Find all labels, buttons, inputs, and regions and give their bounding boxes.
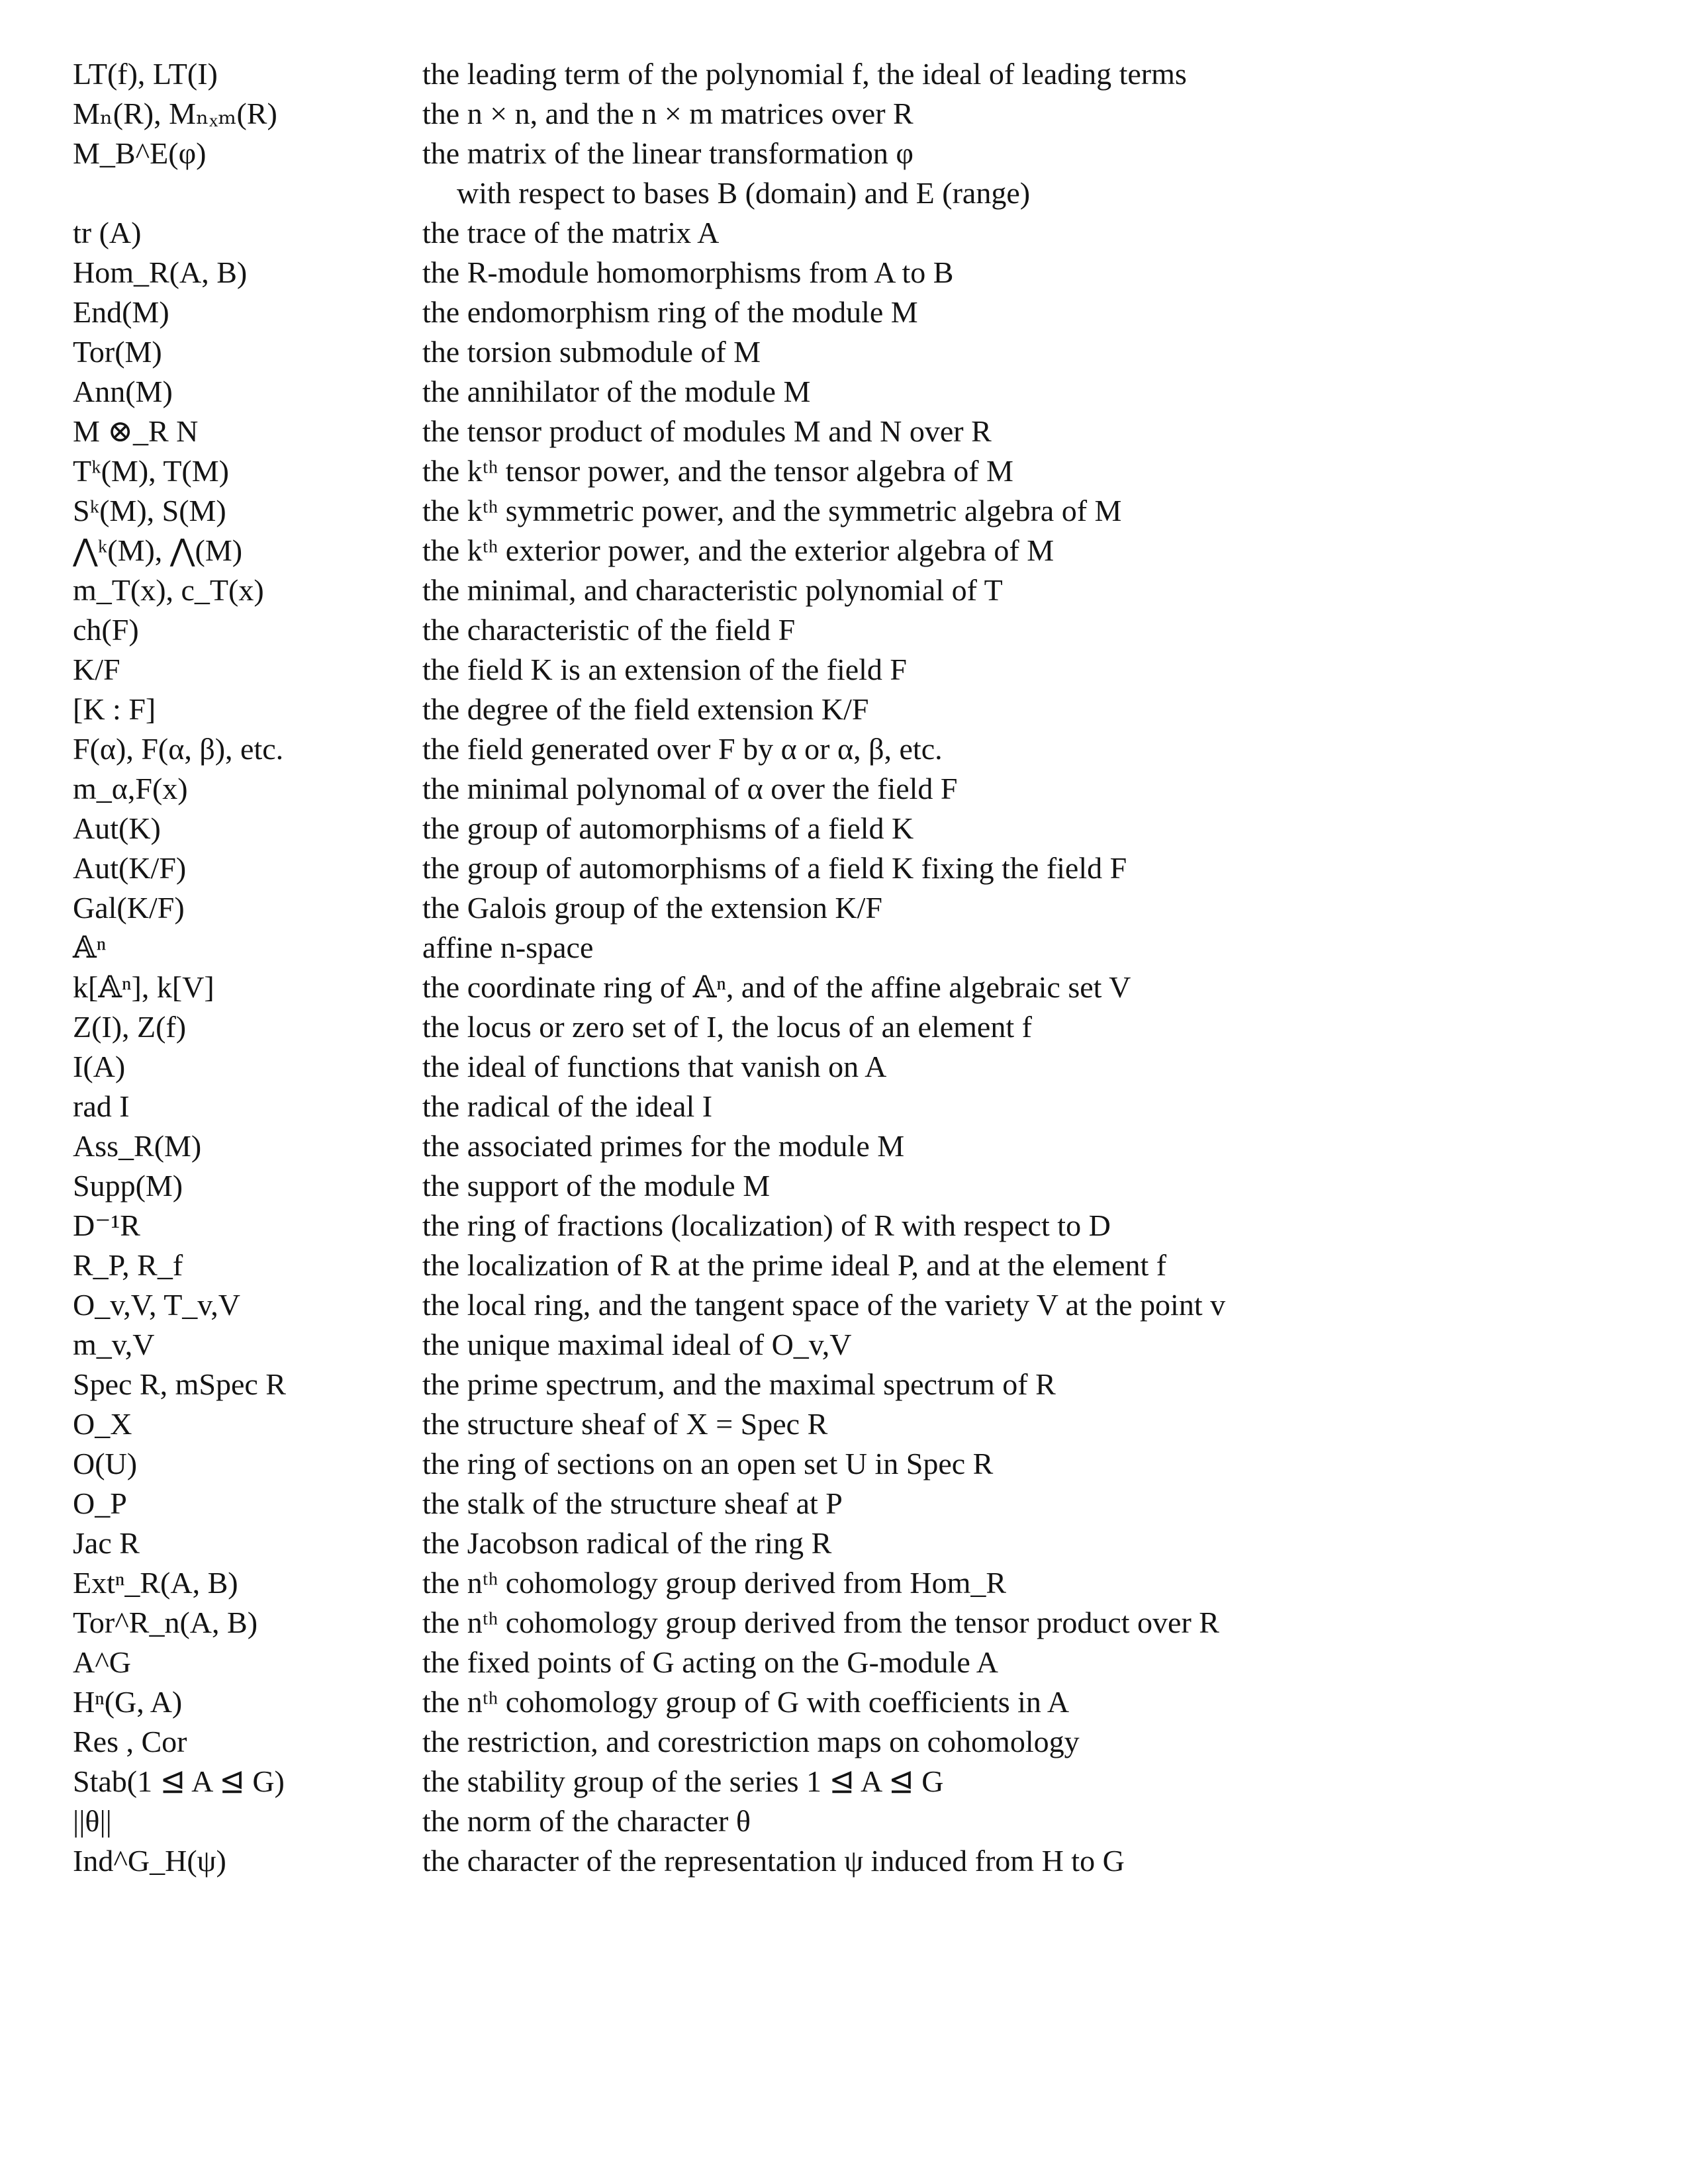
notation-description: the annihilator of the module M bbox=[422, 375, 811, 408]
notation-row bbox=[0, 1762, 1688, 1801]
notation-description: with respect to bases B (domain) and E (range) bbox=[457, 176, 1031, 210]
notation-row bbox=[0, 1087, 1688, 1126]
notation-symbol: End(M) bbox=[73, 295, 169, 329]
notation-symbol: O(U) bbox=[73, 1447, 138, 1480]
notation-symbol: Spec R, mSpec R bbox=[73, 1367, 286, 1401]
notation-symbol: D⁻¹R bbox=[73, 1208, 140, 1242]
notation-description: the kᵗʰ symmetric power, and the symmetric algebra of M bbox=[422, 494, 1122, 527]
notation-description: the leading term of the polynomial f, the ideal of leading terms bbox=[422, 57, 1187, 91]
notation-symbol: [K : F] bbox=[73, 692, 156, 726]
notation-description: the endomorphism ring of the module M bbox=[422, 295, 918, 329]
notation-symbol: Z(I), Z(f) bbox=[73, 1010, 187, 1044]
notation-symbol: Stab(1 ⊴ A ⊴ G) bbox=[73, 1764, 285, 1798]
notation-description: the trace of the matrix A bbox=[422, 216, 720, 250]
notation-symbol: Tor(M) bbox=[73, 335, 162, 369]
notation-description: the ideal of functions that vanish on A bbox=[422, 1050, 887, 1083]
notation-description: the nᵗʰ cohomology group of G with coefficients in A bbox=[422, 1685, 1070, 1719]
notation-description: the associated primes for the module M bbox=[422, 1129, 905, 1163]
notation-row bbox=[0, 1484, 1688, 1524]
notation-row bbox=[0, 332, 1688, 372]
notation-row bbox=[0, 1524, 1688, 1563]
notation-description: the radical of the ideal I bbox=[422, 1089, 713, 1123]
notation-row bbox=[0, 1166, 1688, 1206]
notation-row bbox=[0, 531, 1688, 570]
notation-description: the matrix of the linear transformation φ bbox=[422, 136, 914, 170]
notation-description: the localization of R at the prime ideal P, and at the element f bbox=[422, 1248, 1167, 1282]
notation-row bbox=[0, 491, 1688, 531]
notation-description: the ring of sections on an open set U in Spec R bbox=[422, 1447, 994, 1480]
notation-symbol: ⋀ᵏ(M), ⋀(M) bbox=[73, 533, 243, 567]
notation-row bbox=[0, 372, 1688, 412]
notation-row bbox=[0, 809, 1688, 848]
notation-symbol: O_X bbox=[73, 1407, 132, 1441]
notation-row bbox=[0, 451, 1688, 491]
notation-row bbox=[0, 570, 1688, 610]
notation-description: the nᵗʰ cohomology group derived from the tensor product over R bbox=[422, 1606, 1219, 1639]
notation-description: the fixed points of G acting on the G-module A bbox=[422, 1645, 999, 1679]
notation-symbol: m_v,V bbox=[73, 1328, 155, 1361]
notation-description: the nᵗʰ cohomology group derived from Hom_R bbox=[422, 1566, 1007, 1600]
notation-description: the Galois group of the extension K/F bbox=[422, 891, 883, 925]
notation-row bbox=[0, 94, 1688, 134]
notation-description: the minimal, and characteristic polynomial of T bbox=[422, 573, 1003, 607]
notation-row bbox=[0, 690, 1688, 729]
notation-row bbox=[0, 1126, 1688, 1166]
notation-symbol: I(A) bbox=[73, 1050, 126, 1083]
notation-description: the structure sheaf of X = Spec R bbox=[422, 1407, 828, 1441]
notation-description: the R-module homomorphisms from A to B bbox=[422, 255, 954, 289]
notation-row bbox=[0, 1404, 1688, 1444]
notation-symbol: k[𝔸ⁿ], k[V] bbox=[73, 970, 214, 1004]
notation-row bbox=[0, 1444, 1688, 1484]
notation-row bbox=[0, 610, 1688, 650]
notation-row bbox=[0, 650, 1688, 690]
notation-symbol: ||θ|| bbox=[73, 1804, 112, 1838]
notation-row bbox=[0, 928, 1688, 968]
notation-symbol: A^G bbox=[73, 1645, 132, 1679]
notation-description: the field generated over F by α or α, β, etc. bbox=[422, 732, 943, 766]
notation-description: the character of the representation ψ induced from H to G bbox=[422, 1844, 1125, 1878]
notation-symbol: Hⁿ(G, A) bbox=[73, 1685, 183, 1719]
notation-symbol: Aut(K) bbox=[73, 811, 161, 845]
notation-description: the ring of fractions (localization) of R with respect to D bbox=[422, 1208, 1111, 1242]
notation-row bbox=[0, 1801, 1688, 1841]
notation-description: the local ring, and the tangent space of the variety V at the point v bbox=[422, 1288, 1226, 1322]
notation-symbol: Ass_R(M) bbox=[73, 1129, 202, 1163]
notation-description: the tensor product of modules M and N over R bbox=[422, 414, 992, 448]
notation-description: the support of the module M bbox=[422, 1169, 771, 1203]
notation-symbol: M_B^E(φ) bbox=[73, 136, 207, 170]
notation-description: the kᵗʰ tensor power, and the tensor algebra of M bbox=[422, 454, 1013, 488]
notation-symbol: K/F bbox=[73, 653, 120, 686]
notation-symbol: M ⊗_R N bbox=[73, 414, 199, 448]
notation-description: the unique maximal ideal of O_v,V bbox=[422, 1328, 852, 1361]
notation-description: the group of automorphisms of a field K fixing the field F bbox=[422, 851, 1127, 885]
notation-description: the field K is an extension of the field F bbox=[422, 653, 908, 686]
notation-symbol: Extⁿ_R(A, B) bbox=[73, 1566, 238, 1600]
notation-symbol: LT(f), LT(I) bbox=[73, 57, 218, 91]
notation-row bbox=[0, 1365, 1688, 1404]
notation-row bbox=[0, 848, 1688, 888]
notation-description: the n × n, and the n × m matrices over R bbox=[422, 97, 914, 130]
notation-symbol: Ind^G_H(ψ) bbox=[73, 1844, 226, 1878]
notation-description: the stability group of the series 1 ⊴ A ⊴ G bbox=[422, 1764, 944, 1798]
notation-symbol: m_T(x), c_T(x) bbox=[73, 573, 264, 607]
notation-description: the minimal polynomal of α over the field F bbox=[422, 772, 958, 805]
notation-row bbox=[0, 1841, 1688, 1881]
notation-description: the degree of the field extension K/F bbox=[422, 692, 869, 726]
notation-row bbox=[0, 1047, 1688, 1087]
notation-row bbox=[0, 1285, 1688, 1325]
notation-symbol: ch(F) bbox=[73, 613, 139, 647]
notation-row bbox=[0, 1682, 1688, 1722]
notation-symbol: Res , Cor bbox=[73, 1725, 187, 1758]
notation-symbol: rad I bbox=[73, 1089, 130, 1123]
notation-row bbox=[0, 213, 1688, 253]
notation-row bbox=[0, 253, 1688, 293]
notation-symbol: Tᵏ(M), T(M) bbox=[73, 454, 229, 488]
notation-symbol: Hom_R(A, B) bbox=[73, 255, 248, 289]
notation-row bbox=[0, 412, 1688, 451]
notation-description: the stalk of the structure sheaf at P bbox=[422, 1486, 843, 1520]
notation-symbol: Mₙ(R), Mₙₓₘ(R) bbox=[73, 97, 277, 130]
notation-row bbox=[0, 293, 1688, 332]
notation-row bbox=[0, 1325, 1688, 1365]
notation-description: the torsion submodule of M bbox=[422, 335, 761, 369]
notation-symbol: O_v,V, T_v,V bbox=[73, 1288, 241, 1322]
notation-row bbox=[0, 1722, 1688, 1762]
notation-row bbox=[0, 729, 1688, 769]
notation-description: the kᵗʰ exterior power, and the exterior algebra of M bbox=[422, 533, 1055, 567]
notation-row bbox=[0, 1206, 1688, 1246]
notation-description: the restriction, and corestriction maps on cohomology bbox=[422, 1725, 1080, 1758]
notation-row bbox=[0, 769, 1688, 809]
notation-row bbox=[0, 968, 1688, 1007]
notation-description: the locus or zero set of I, the locus of an element f bbox=[422, 1010, 1032, 1044]
notation-symbol: Supp(M) bbox=[73, 1169, 183, 1203]
notation-description: the norm of the character θ bbox=[422, 1804, 751, 1838]
notation-symbol: F(α), F(α, β), etc. bbox=[73, 732, 284, 766]
notation-symbol: tr (A) bbox=[73, 216, 142, 250]
notation-row bbox=[0, 134, 1688, 173]
notation-row bbox=[0, 1246, 1688, 1285]
notation-description: the Jacobson radical of the ring R bbox=[422, 1526, 832, 1560]
notation-symbol: 𝔸ⁿ bbox=[73, 931, 107, 964]
notation-row bbox=[0, 888, 1688, 928]
notation-description: the prime spectrum, and the maximal spectrum of R bbox=[422, 1367, 1056, 1401]
notation-symbol: R_P, R_f bbox=[73, 1248, 183, 1282]
notation-description: the coordinate ring of 𝔸ⁿ, and of the affine algebraic set V bbox=[422, 970, 1131, 1004]
notation-symbol: Jac R bbox=[73, 1526, 140, 1560]
notation-symbol: Ann(M) bbox=[73, 375, 173, 408]
notation-description: the group of automorphisms of a field K bbox=[422, 811, 914, 845]
notation-symbol: Sᵏ(M), S(M) bbox=[73, 494, 226, 527]
notation-description: affine n-space bbox=[422, 931, 594, 964]
notation-symbol: Gal(K/F) bbox=[73, 891, 185, 925]
notation-description: the characteristic of the field F bbox=[422, 613, 796, 647]
notation-row bbox=[0, 1643, 1688, 1682]
notation-row bbox=[0, 1603, 1688, 1643]
notation-row bbox=[0, 54, 1688, 94]
notation-symbol: m_α,F(x) bbox=[73, 772, 188, 805]
notation-symbol: O_P bbox=[73, 1486, 127, 1520]
notation-row bbox=[0, 1007, 1688, 1047]
notation-symbol: Aut(K/F) bbox=[73, 851, 187, 885]
notation-row bbox=[0, 1563, 1688, 1603]
notation-symbol: Tor^R_n(A, B) bbox=[73, 1606, 258, 1639]
notation-row bbox=[0, 173, 1688, 213]
